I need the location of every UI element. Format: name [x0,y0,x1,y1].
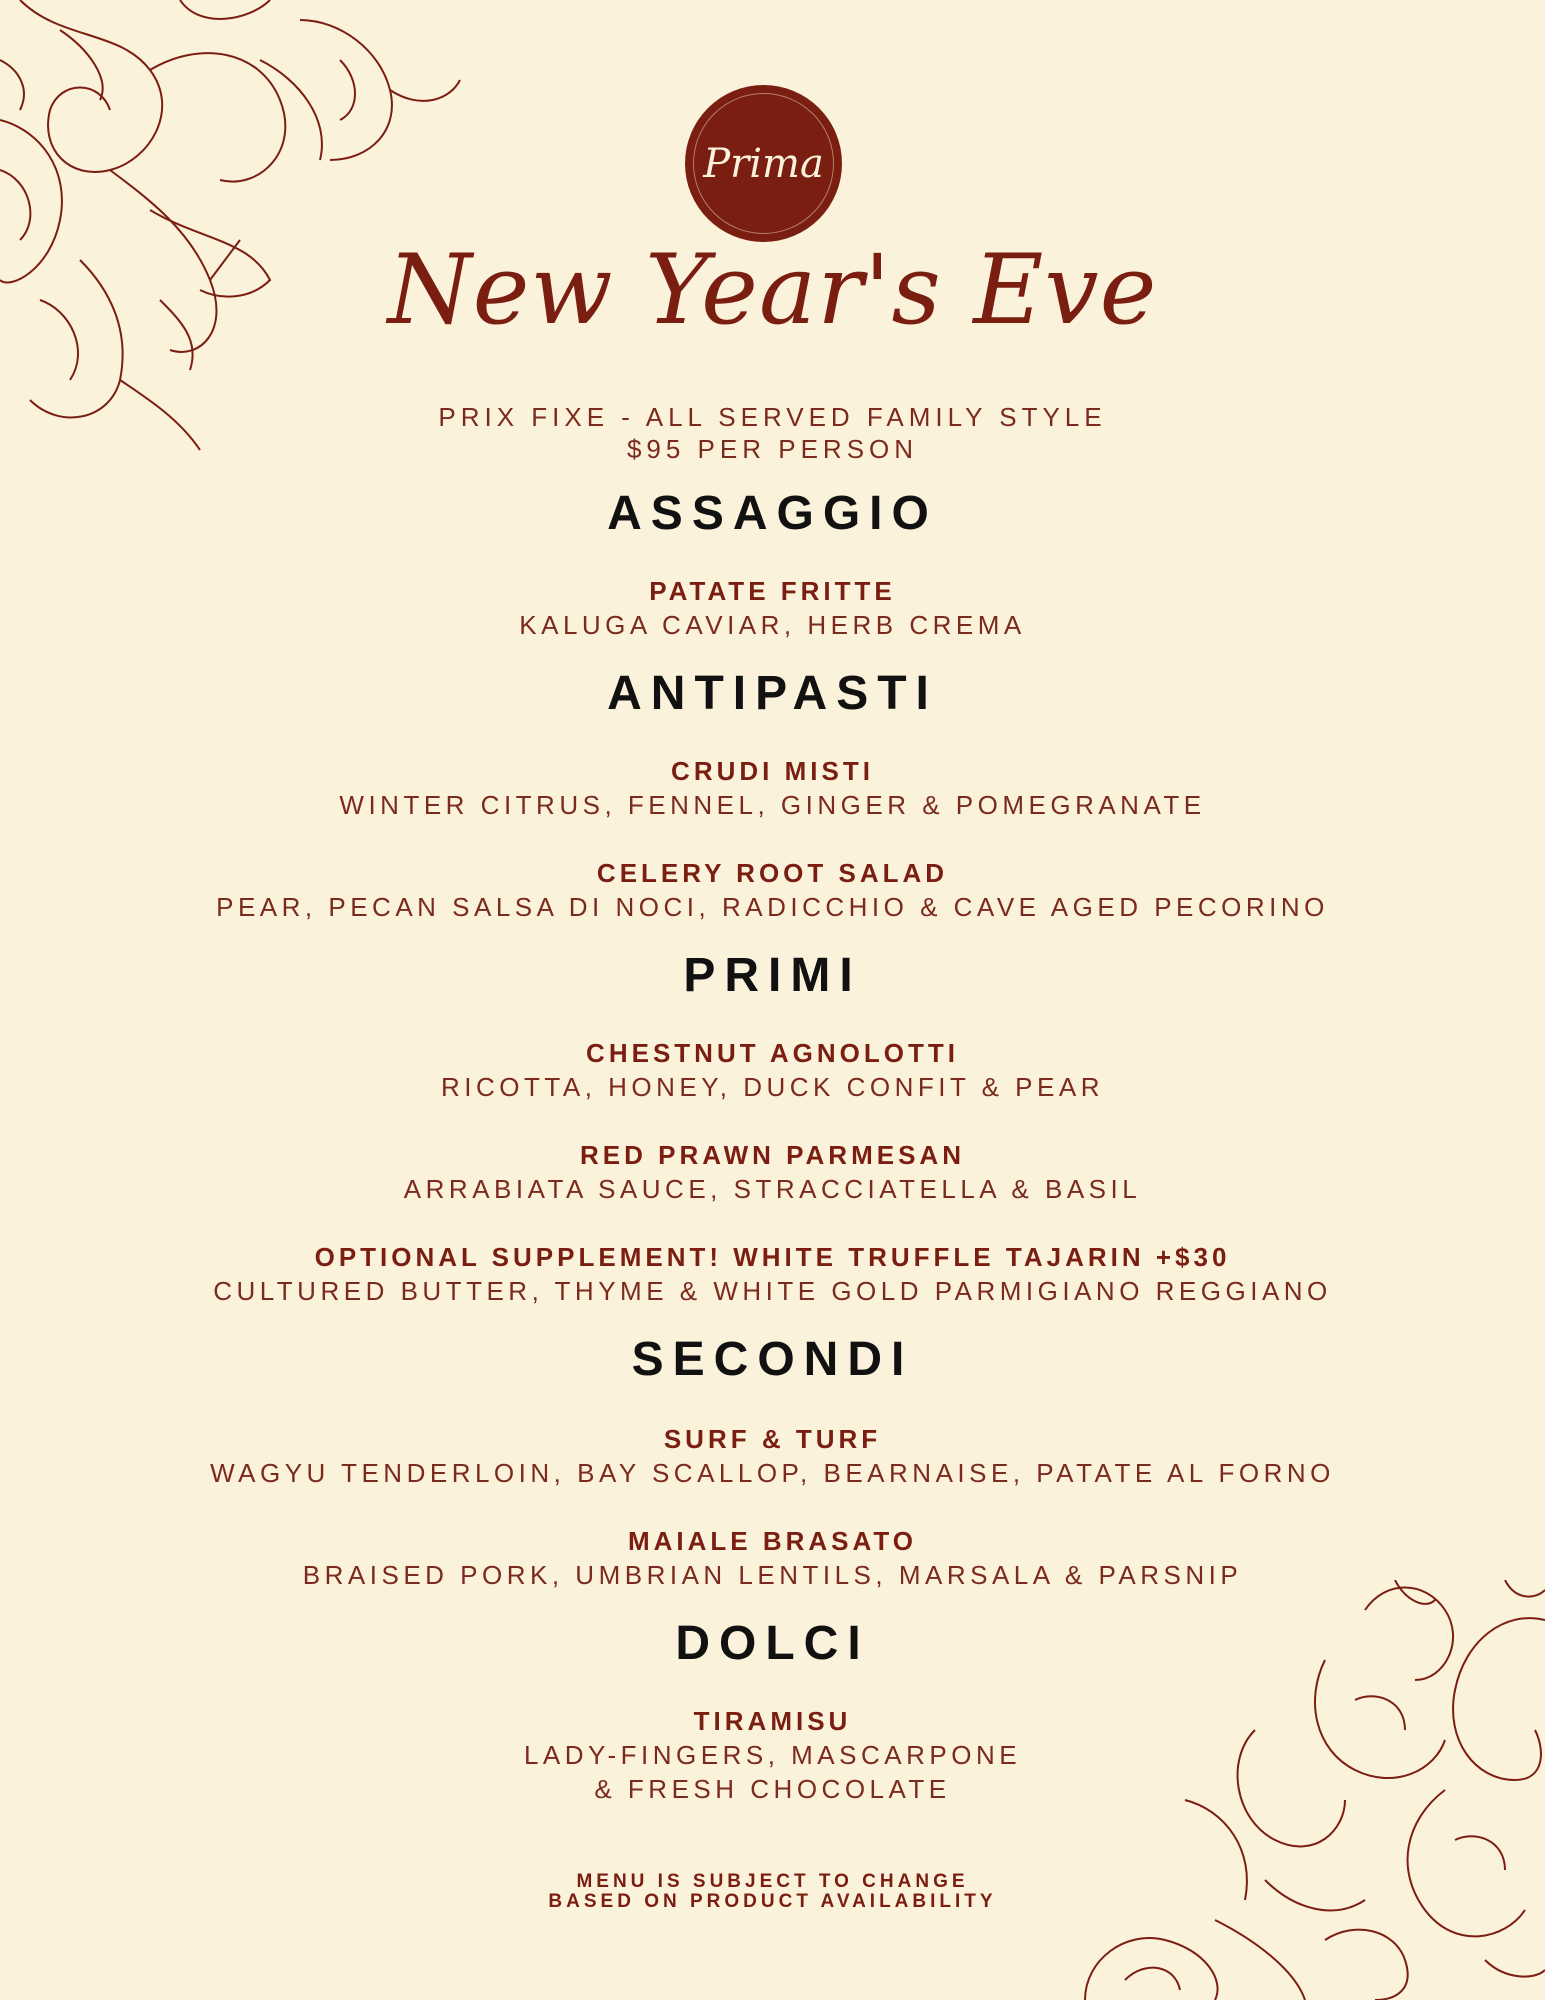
dish-name: CELERY ROOT SALAD [596,858,949,888]
dish-name: OPTIONAL SUPPLEMENT! WHITE TRUFFLE TAJARIN +$30 [314,1242,1231,1272]
dish-description: PEAR, PECAN SALSA DI NOCI, RADICCHIO & CAVE AGED PECORINO [216,892,1329,922]
dish-name: TIRAMISU [693,1706,852,1736]
section-heading-secondi: SECONDI [631,1333,914,1386]
page-title: New Year's Eve [387,234,1158,346]
subtitle-line-1: PRIX FIXE - ALL SERVED FAMILY STYLE [438,402,1107,432]
dish-description-line-2: & FRESH CHOCOLATE [594,1774,951,1804]
dish-description: WINTER CITRUS, FENNEL, GINGER & POMEGRANATE [339,790,1206,820]
dish-description: CULTURED BUTTER, THYME & WHITE GOLD PARMIGIANO REGGIANO [213,1276,1332,1306]
subtitle-line-2: $95 PER PERSON [626,434,919,464]
dish-name: SURF & TURF [663,1424,882,1454]
dish-description: WAGYU TENDERLOIN, BAY SCALLOP, BEARNAISE, PATATE AL FORNO [210,1458,1335,1488]
footer-note-line-1: MENU IS SUBJECT TO CHANGE [576,1871,969,1892]
dish-description: RICOTTA, HONEY, DUCK CONFIT & PEAR [441,1072,1104,1102]
dish-name: CHESTNUT AGNOLOTTI [586,1038,959,1068]
section-heading-assaggio: ASSAGGIO [607,487,938,540]
dish-name: MAIALE BRASATO [627,1526,918,1556]
dish-description: ARRABIATA SAUCE, STRACCIATELLA & BASIL [403,1174,1142,1204]
section-heading-antipasti: ANTIPASTI [607,667,938,720]
dish-description: BRAISED PORK, UMBRIAN LENTILS, MARSALA & PARSNIP [302,1560,1243,1590]
dish-description: KALUGA CAVIAR, HERB CREMA [519,610,1026,640]
logo-text: Prima [703,140,824,187]
brand-logo [685,85,842,242]
section-heading-dolci: DOLCI [675,1617,870,1670]
dish-name: PATATE FRITTE [649,576,896,606]
footer-note-line-2: BASED ON PRODUCT AVAILABILITY [548,1891,997,1912]
dish-name: RED PRAWN PARMESAN [580,1140,965,1170]
section-heading-primi: PRIMI [683,949,862,1002]
dish-description-line-1: LADY-FINGERS, MASCARPONE [523,1740,1022,1770]
rose-illustration-top-left-icon [0,0,470,460]
dish-name: CRUDI MISTI [671,756,874,786]
